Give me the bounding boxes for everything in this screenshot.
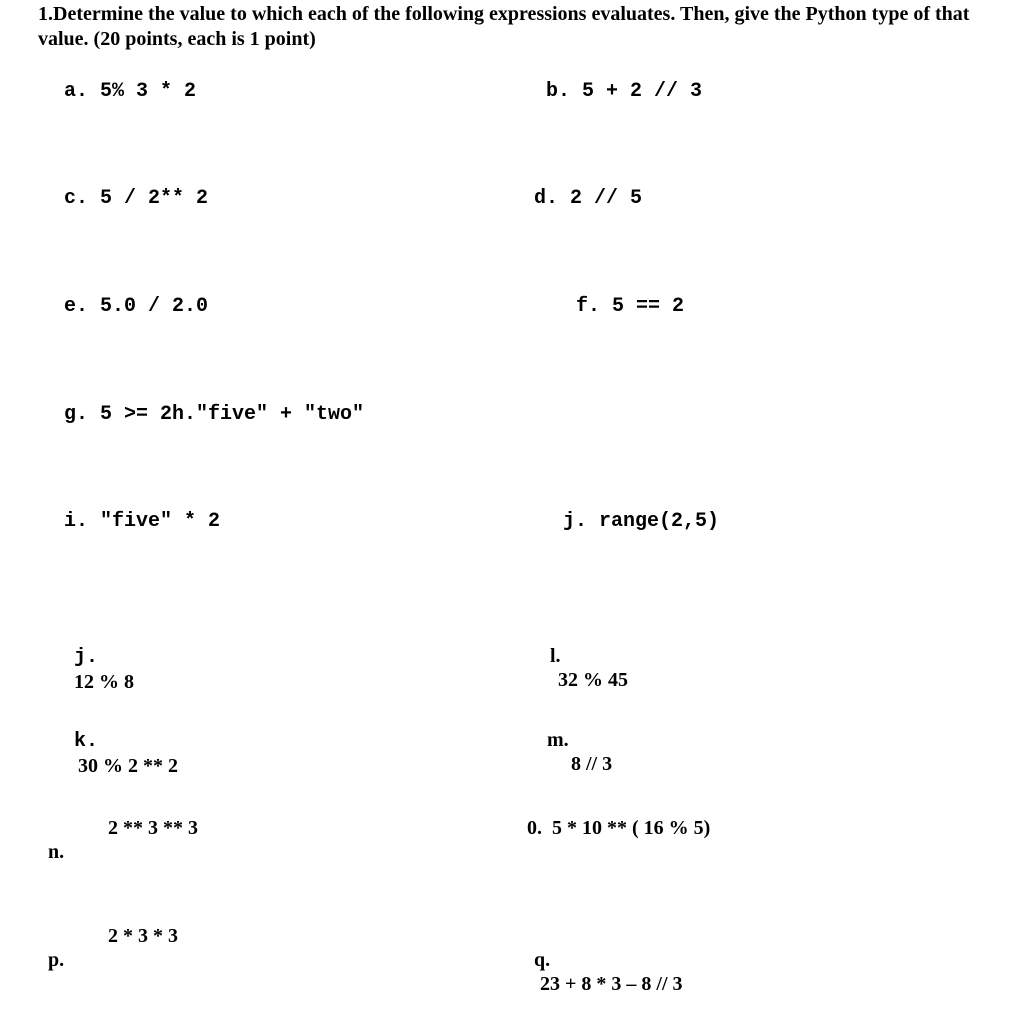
item-n-expression: 2 ** 3 ** 3: [108, 817, 198, 839]
question-title: 1.Determine the value to which each of the following expressions evaluates. Then, give the Python type of that value. (20 points, each is 1 point): [38, 3, 970, 50]
item-k-label: k.: [74, 730, 99, 753]
item-b: b. 5 + 2 // 3: [546, 80, 703, 103]
item-m-expression: 8 // 3: [571, 753, 613, 775]
item-p-expression: 2 * 3 * 3: [108, 925, 178, 947]
item-a: a. 5% 3 * 2: [64, 80, 197, 103]
item-f: f. 5 == 2: [576, 295, 685, 318]
item-p-label: p.: [48, 949, 65, 971]
item-o: 0. 5 * 10 ** ( 16 % 5): [527, 817, 711, 839]
item-p: [38, 924, 64, 972]
item-l: [540, 620, 628, 692]
item-g-h: g. 5 >= 2h."five" + "two": [64, 403, 365, 426]
item-j-modulo: [64, 620, 134, 694]
item-q-label: q.: [534, 949, 551, 971]
item-d: d. 2 // 5: [534, 187, 643, 210]
item-k-expression: 30 % 2 ** 2: [78, 755, 178, 777]
item-k: [64, 704, 178, 778]
item-e: e. 5.0 / 2.0: [64, 295, 209, 318]
item-n-label: n.: [48, 841, 65, 863]
item-j-modulo-expression: 12 % 8: [74, 671, 134, 693]
item-j-modulo-label: j.: [74, 646, 99, 669]
item-l-expression: 32 % 45: [558, 669, 628, 691]
item-q: [524, 924, 683, 996]
item-m-label: m.: [547, 729, 569, 751]
item-i: i. "five" * 2: [64, 510, 221, 533]
item-m: [537, 704, 612, 776]
item-c: c. 5 / 2** 2: [64, 187, 209, 210]
item-q-expression: 23 + 8 * 3 – 8 // 3: [540, 973, 683, 995]
item-n: [38, 816, 64, 864]
item-l-label: l.: [550, 645, 561, 667]
item-j-range: j. range(2,5): [563, 510, 720, 533]
